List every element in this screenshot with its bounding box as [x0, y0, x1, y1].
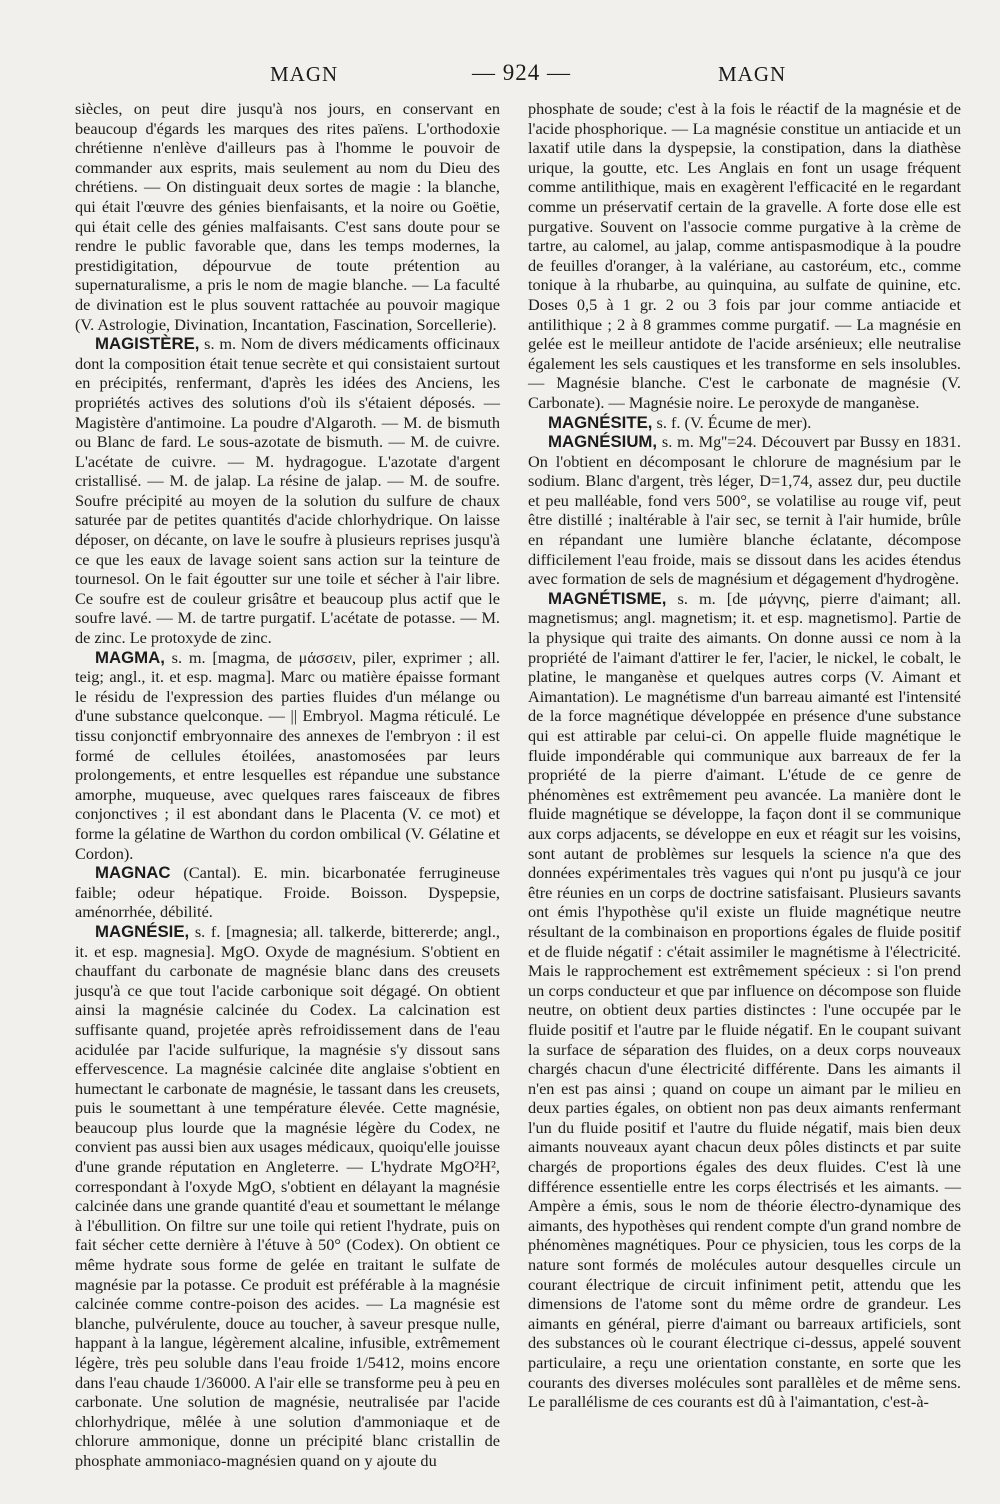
headword-magnesium: MAGNÉSIUM, — [548, 432, 658, 452]
headword-magnesie: MAGNÉSIE, — [95, 921, 190, 941]
header-left-guideword: MAGN — [270, 62, 339, 86]
entry-magma — [75, 648, 500, 864]
entry-magnesie-text: s. f. [magnesia; all. talkerde, bittererde; angl., it. et esp. magnesia]. MgO. Oxyde de magnésium. S'obtient en chauffant du carbonate de magnésie blanc dans des creusets jusqu'à ce que tout l'acide carbonique soit dégagé. On obtient ainsi la magnésie calcinée du Codex. La calcination est suffisante quand, projetée après refroidissement dans de l'eau acidulée par l'acide sulfurique, la magnésie s'y dissout sans effervescence. La magnésie calcinée dite anglaise s'obtient en humectant le carbonate de magnésie, le tassant dans les creusets, puis le soumettant à une température élevée. Cette magnésie, beaucoup plus lourde que la magnésie légère du Codex, ne convient pas aussi bien aux usages médicaux, quoiqu'elle jouisse d'une grande réputation en Angleterre. — L'hydrate MgO²H², correspondant à l'oxyde MgO, s'obtient en délayant la magnésie calcinée dans une grande quantité d'eau et soumettant le mélange à l'ébullition. On filtre sur une toile qui retient l'hydrate, puis on fait sécher cette dernière à l'étuve à 50° (Codex). On obtient ce même hydrate sous forme de gelée en traitant le sulfate de magnésie par la potasse. Ce produit est préférable à la magnésie calcinée comme contre-poison des acides. — La magnésie est blanche, pulvérulente, douce au toucher, à saveur presque nulle, happant à la langue, légèrement alcaline, infusible, extrêmement légère, très peu soluble dans l'eau froide 1/5412, moins encore dans l'eau chaude 1/36000. A l'air elle se transforme peu à peu en carbonate. Une solution de magnésie, neutralisée par l'acide chlorhydrique, mêlée à une solution d'ammoniaque et de chlorure ammonique, donne un précipité blanc cristallin de phosphate ammoniaco-magnésien quand on y ajoute du — [75, 921, 500, 1470]
headword-magnetisme: MAGNÉTISME, — [548, 588, 667, 608]
entry-magnac — [75, 863, 500, 922]
left-column — [75, 99, 500, 1471]
entry-magnac-text: (Cantal). E. min. bicarbonatée ferrugineuse faible; odeur hépatique. Froide. Boisson. Dyspepsie, aménorrhée, débilité. — [75, 863, 500, 922]
entry-magistere-text: s. m. Nom de divers médicaments officinaux dont la composition était tenue secrète et qui consistaient surtout en précipités, renfermant, d'après les idées des Anciens, les propriétés actives des solutions d'où ils s'étaient déposés. — Magistère d'antimoine. La poudre d'Algaroth. — M. de bismuth ou Blanc de fard. Le sous-azotate de bismuth. — M. de cuivre. L'acétate de cuivre. — M. hydragogue. L'azotate d'argent cristallisé. — M. de jalap. La résine de jalap. — M. de soufre. Soufre précipité au moyen de la solution du sulfure de chaux saturée par de petites quantités d'acide chlorhydrique. On laisse déposer, on décante, on lave le soufre à plusieurs reprises jusqu'à ce que les eaux de lavage soient sans action sur la teinture de tournesol. On le fait égoutter sur une toile et sécher à l'air libre. Ce soufre est de couleur grisâtre et beaucoup plus actif que le soufre lavé. — M. de tartre purgatif. L'acétate de potasse. — M. de zinc. Le protoxyde de zinc. — [75, 334, 500, 648]
headword-magma: MAGMA, — [95, 647, 165, 667]
page-number: — 924 — — [472, 60, 571, 85]
entry-magnesie-continuation: phosphate de soude; c'est à la fois le réactif de la magnésie et de l'acide phosphorique. — La magnésie constitue un antiacide et un laxatif utile dans la dyspepsie, la constipation, dans la diathèse urique, la goutte, etc. Les Anglais en font un usage fréquent comme antilithique, mais en exagèrent l'efficacité en le regardant comme un préservatif certain de la gravelle. A forte dose elle est purgative. Souvent on l'associe comme purgative à la crème de tartre, au calomel, au jalap, comme antispasmodique à la poudre de feuilles d'oranger, à la valériane, au castoréum, etc., comme tonique à la rhubarbe, au quinquina, au sulfate de quinine, etc. Doses 0,5 à 1 gr. 2 ou 3 fois par jour comme antiacide et antilithique ; 2 à 8 grammes comme purgatif. — La magnésie en gelée est le meilleur antidote de l'acide arsénieux; elle neutralise également les sels caustiques et les transforme en sels insolubles. — Magnésie blanche. C'est le carbonate de magnésie (V. Carbonate). — Magnésie noire. Le peroxyde de manganèse. — [528, 99, 961, 412]
headword-magistere: MAGISTÈRE, — [95, 334, 200, 354]
right-column — [528, 99, 961, 1412]
headword-magnesite: MAGNÉSITE, — [548, 412, 653, 432]
entry-magnesie — [75, 922, 500, 1471]
entry-magistere — [75, 334, 500, 648]
entry-magnesium — [528, 432, 961, 589]
running-header — [0, 58, 1000, 92]
headword-magnac: MAGNAC — [95, 863, 171, 883]
entry-magnetisme — [528, 589, 961, 1412]
entry-magnetisme-text: s. m. [de μάγνης, pierre d'aimant; all. magnetismus; angl. magnetism; it. et esp. magnetismo]. Partie de la physique qui traite des aimants. On donne aussi ce nom à la propriété de l'aimant d'attirer le fer, l'acier, le nickel, le cobalt, le platine, le manganèse et quelques autres corps (V. Aimant et Aimantation). Le magnétisme d'un barreau aimanté est l'intensité de la force magnétique développée en présence d'une substance qui est attirable par celui-ci. On appelle fluide magnétique le fluide impondérable qui communique aux barreaux de fer la propriété de la pierre d'aimant. L'étude de ce genre de phénomènes est extrêmement peu avancée. La manière dont le fluide magnétique se développe, la façon dont il se communique aux corps adjacents, se développe en eux et réagit sur les voisins, sont autant de problèmes sur lesquels la science n'a que des données expérimentales très vagues qui n'ont pu jusqu'à ce jour être réunies en un corps de doctrine satisfaisant. Plusieurs savants ont émis l'hypothèse qu'il existe un fluide magnétique neutre résultant de la combinaison en proportions égales de fluide positif et de fluide négatif : c'était assimiler le magnétisme à l'électricité. Mais le rapprochement est extrêmement spécieux : si l'on prend un corps conducteur et que par influence on décompose son fluide neutre, on obtient deux parties distinctes : l'une occupée par le fluide positif et l'autre par le fluide négatif. En le coupant suivant la surface de séparation des fluides, on a deux corps nouveaux chargés chacun d'une électricité différente. Dans les aimants il n'en est pas ainsi ; quand on coupe un aimant par le milieu en deux parties égales, on obtient non pas deux aimants renfermant l'un du fluide positif et l'autre du fluide négatif, mais bien deux aimants nouveaux ayant chacun deux pôles distincts et par suite chargés de proportions égales des deux fluides. C'est là une différence essentielle entre les corps électrisés et les aimants. — Ampère a émis, sous le nom de théorie électro-dynamique des aimants, des hypothèses qui rendent compte d'un grand nombre de phénomènes magnétiques. Pour ce physicien, tous les corps de la nature sont formés de molécules autour desquelles circule un courant électrique de circuit infiniment petit, attendu que les dimensions de l'atome sont du même ordre de grandeur. Les aimants en général, pierre d'aimant ou barreaux artificiels, sont des substances où le courant électrique ci-dessus, appelé souvent particulaire, a reçu une orientation constante, en sorte que les courants des diverses molécules sont parallèles et de même sens. Le parallélisme de ces courants est dû à l'aimantation, c'est-à- — [528, 588, 961, 1412]
entry-magnesite — [528, 413, 961, 433]
header-right-guideword: MAGN — [718, 62, 787, 86]
entry-magie-continuation: siècles, on peut dire jusqu'à nos jours, en conservant en beaucoup d'égards les marques des rites païens. L'orthodoxie chrétienne n'enlève d'ailleurs pas à l'homme le pouvoir de commander aux esprits, mais seulement au nom du Dieu des chrétiens. — On distinguait deux sortes de magie : la blanche, qui était l'œuvre des génies bienfaisants, et la noire ou Goëtie, qui était celle des génies malfaisants. C'est sans doute pour se rendre le public favorable que, dans les temps modernes, la prestidigitation, dépourvue de toute prétention au supernaturalisme, a pris le nom de magie blanche. — La faculté de divination est le plus souvent rattachée au pouvoir magique (V. Astrologie, Divination, Incantation, Fascination, Sorcellerie). — [75, 99, 500, 334]
entry-magma-text: s. m. [magma, de μάσσειν, piler, exprimer ; all. teig; angl., it. et esp. magma]. Marc ou matière épaisse formant le résidu de l'expression des parties fluides d'un mélange ou d'une substance quelconque. — || Embryol. Magma réticulé. Le tissu conjonctif embryonnaire des annexes de l'embryon : il est formé de cellules étoilées, anastomosées par leurs prolongements, et entre lesquelles est répandue une substance amorphe, muqueuse, avec quelques rares faisceaux de fibres conjonctives ; il est abondant dans le Placenta (V. ce mot) et forme la gélatine de Warthon du cordon ombilical (V. Gélatine et Cordon). — [75, 647, 500, 863]
entry-magnesite-text: s. f. (V. Écume de mer). — [652, 412, 812, 432]
entry-magnesium-text: s. m. Mg''=24. Découvert par Bussy en 1831. On l'obtient en décomposant le chlorure de magnésium par le sodium. Blanc d'argent, très léger, D=1,74, assez dur, peu ductile et peu malléable, fond vers 500°, se volatilise au rouge vif, peut être distillé ; inaltérable à l'air sec, se ternit à l'air humide, brûle en répandant une lumière blanche éclatante, décompose difficilement l'eau froide, mais se dissout dans les acides étendus avec formation de sels de magnésium et dégagement d'hydrogène. — [528, 432, 961, 589]
